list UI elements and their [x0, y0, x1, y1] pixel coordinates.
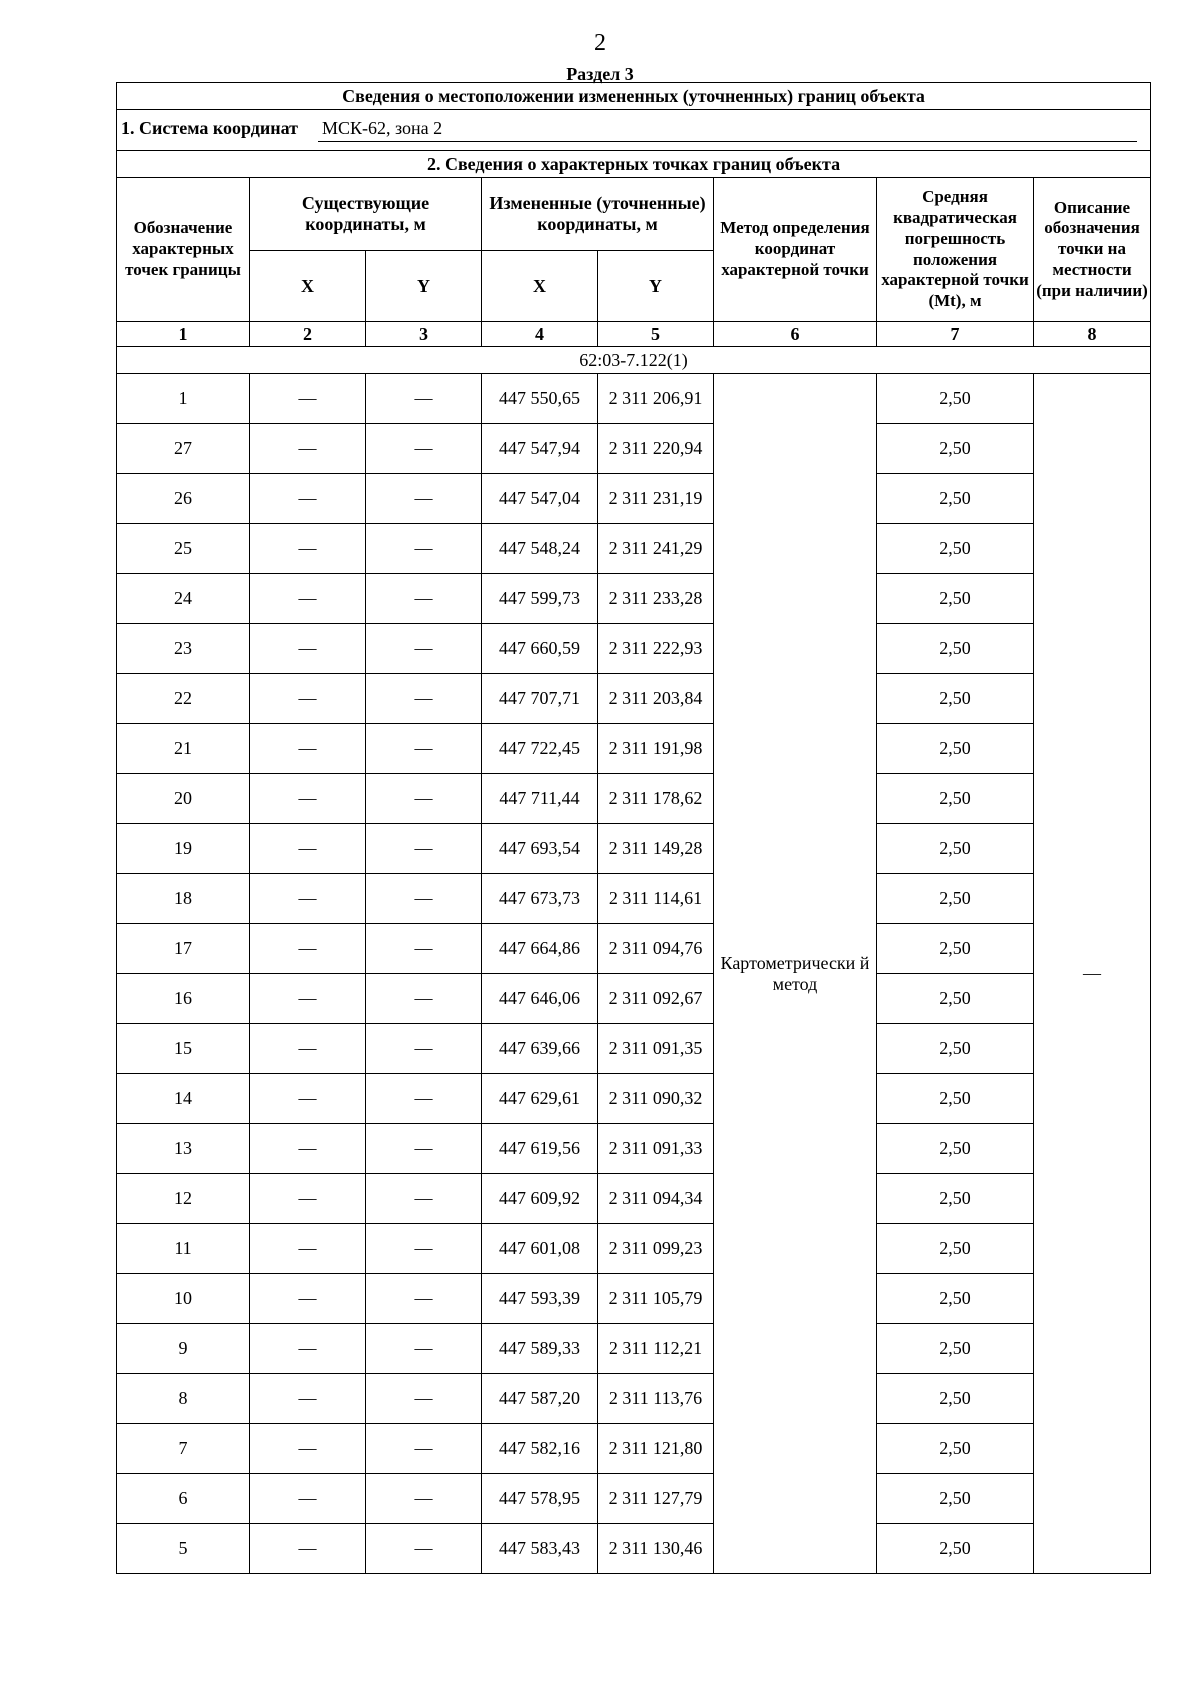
point-cell: 1: [117, 374, 250, 424]
existing-x-cell: —: [250, 1174, 366, 1224]
changed-x-cell: 447 629,61: [482, 1074, 598, 1124]
error-cell: 2,50: [877, 1024, 1034, 1074]
error-cell: 2,50: [877, 574, 1034, 624]
object-identifier: 62:03-7.122(1): [117, 347, 1151, 374]
error-cell: 2,50: [877, 1224, 1034, 1274]
table-row: [117, 774, 1151, 824]
changed-x-cell: 447 707,71: [482, 674, 598, 724]
existing-y-cell: —: [366, 924, 482, 974]
point-cell: 20: [117, 774, 250, 824]
point-cell: 19: [117, 824, 250, 874]
existing-x-cell: —: [250, 924, 366, 974]
point-cell: 7: [117, 1424, 250, 1474]
method-cell: Картометрически й метод: [714, 374, 877, 1574]
existing-x-cell: —: [250, 474, 366, 524]
table-row: [117, 1124, 1151, 1174]
header-existing-coordinates: Существующие координаты, м: [250, 178, 482, 251]
changed-y-cell: 2 311 220,94: [598, 424, 714, 474]
changed-y-cell: 2 311 233,28: [598, 574, 714, 624]
changed-y-cell: 2 311 112,21: [598, 1324, 714, 1374]
changed-y-cell: 2 311 191,98: [598, 724, 714, 774]
existing-y-cell: —: [366, 1524, 482, 1574]
table-row: [117, 724, 1151, 774]
column-number: 1: [117, 322, 250, 347]
table-row: [117, 1174, 1151, 1224]
point-cell: 17: [117, 924, 250, 974]
header-method: Метод определения координат характерной точки: [714, 178, 877, 322]
existing-x-cell: —: [250, 724, 366, 774]
changed-x-cell: 447 660,59: [482, 624, 598, 674]
boundary-coordinates-table: [116, 82, 1151, 1574]
error-cell: 2,50: [877, 474, 1034, 524]
table-row: [117, 624, 1151, 674]
point-cell: 8: [117, 1374, 250, 1424]
table-row: [117, 424, 1151, 474]
existing-y-cell: —: [366, 974, 482, 1024]
existing-y-cell: —: [366, 1374, 482, 1424]
changed-y-cell: 2 311 114,61: [598, 874, 714, 924]
existing-x-cell: —: [250, 1124, 366, 1174]
existing-x-cell: —: [250, 374, 366, 424]
existing-x-cell: —: [250, 824, 366, 874]
existing-y-cell: —: [366, 1224, 482, 1274]
error-cell: 2,50: [877, 674, 1034, 724]
existing-x-cell: —: [250, 974, 366, 1024]
changed-y-cell: 2 311 178,62: [598, 774, 714, 824]
existing-x-cell: —: [250, 774, 366, 824]
point-cell: 5: [117, 1524, 250, 1574]
header-existing-x: X: [250, 251, 366, 322]
coordinate-system-row: [117, 110, 1151, 151]
changed-y-cell: 2 311 127,79: [598, 1474, 714, 1524]
existing-y-cell: —: [366, 774, 482, 824]
point-cell: 10: [117, 1274, 250, 1324]
error-cell: 2,50: [877, 374, 1034, 424]
existing-y-cell: —: [366, 1274, 482, 1324]
column-number: 8: [1034, 322, 1151, 347]
changed-y-cell: 2 311 094,76: [598, 924, 714, 974]
table-row: [117, 874, 1151, 924]
header-changed-x: X: [482, 251, 598, 322]
changed-y-cell: 2 311 113,76: [598, 1374, 714, 1424]
point-cell: 11: [117, 1224, 250, 1274]
changed-x-cell: 447 599,73: [482, 574, 598, 624]
existing-y-cell: —: [366, 1424, 482, 1474]
changed-x-cell: 447 587,20: [482, 1374, 598, 1424]
column-number: 2: [250, 322, 366, 347]
changed-x-cell: 447 673,73: [482, 874, 598, 924]
table-row: [117, 574, 1151, 624]
existing-x-cell: —: [250, 1374, 366, 1424]
error-cell: 2,50: [877, 1074, 1034, 1124]
existing-y-cell: —: [366, 724, 482, 774]
changed-x-cell: 447 722,45: [482, 724, 598, 774]
header-changed-coordinates: Измененные (уточненные) координаты, м: [482, 178, 714, 251]
table-row: [117, 1024, 1151, 1074]
table-title: Сведения о местоположении измененных (уточненных) границ объекта: [117, 83, 1151, 110]
changed-x-cell: 447 548,24: [482, 524, 598, 574]
error-cell: 2,50: [877, 774, 1034, 824]
existing-y-cell: —: [366, 674, 482, 724]
error-cell: 2,50: [877, 724, 1034, 774]
changed-x-cell: 447 547,94: [482, 424, 598, 474]
changed-x-cell: 447 619,56: [482, 1124, 598, 1174]
table-row: [117, 1274, 1151, 1324]
existing-x-cell: —: [250, 1524, 366, 1574]
changed-y-cell: 2 311 206,91: [598, 374, 714, 424]
point-cell: 27: [117, 424, 250, 474]
table-row: [117, 374, 1151, 424]
existing-y-cell: —: [366, 1324, 482, 1374]
changed-x-cell: 447 583,43: [482, 1524, 598, 1574]
changed-x-cell: 447 646,06: [482, 974, 598, 1024]
header-designation: Обозначение характерных точек границы: [117, 178, 250, 322]
changed-x-cell: 447 593,39: [482, 1274, 598, 1324]
error-cell: 2,50: [877, 1174, 1034, 1224]
existing-y-cell: —: [366, 1174, 482, 1224]
table-row: [117, 1524, 1151, 1574]
point-cell: 22: [117, 674, 250, 724]
point-cell: 23: [117, 624, 250, 674]
changed-y-cell: 2 311 092,67: [598, 974, 714, 1024]
error-cell: 2,50: [877, 524, 1034, 574]
points-title: 2. Сведения о характерных точках границ объекта: [117, 151, 1151, 178]
changed-y-cell: 2 311 130,46: [598, 1524, 714, 1574]
point-cell: 6: [117, 1474, 250, 1524]
column-number: 7: [877, 322, 1034, 347]
point-cell: 9: [117, 1324, 250, 1374]
existing-y-cell: —: [366, 474, 482, 524]
changed-x-cell: 447 582,16: [482, 1424, 598, 1474]
existing-x-cell: —: [250, 424, 366, 474]
error-cell: 2,50: [877, 924, 1034, 974]
changed-x-cell: 447 639,66: [482, 1024, 598, 1074]
existing-y-cell: —: [366, 424, 482, 474]
existing-x-cell: —: [250, 1224, 366, 1274]
header-description: Описание обозначения точки на местности (при наличии): [1034, 178, 1151, 322]
changed-y-cell: 2 311 203,84: [598, 674, 714, 724]
table-row: [117, 674, 1151, 724]
changed-x-cell: 447 693,54: [482, 824, 598, 874]
changed-x-cell: 447 550,65: [482, 374, 598, 424]
existing-x-cell: —: [250, 1424, 366, 1474]
changed-y-cell: 2 311 149,28: [598, 824, 714, 874]
error-cell: 2,50: [877, 1524, 1034, 1574]
table-row: [117, 1374, 1151, 1424]
existing-x-cell: —: [250, 874, 366, 924]
error-cell: 2,50: [877, 1274, 1034, 1324]
column-number: 4: [482, 322, 598, 347]
point-cell: 16: [117, 974, 250, 1024]
table-row: [117, 524, 1151, 574]
point-cell: 25: [117, 524, 250, 574]
existing-y-cell: —: [366, 524, 482, 574]
changed-y-cell: 2 311 231,19: [598, 474, 714, 524]
changed-y-cell: 2 311 090,32: [598, 1074, 714, 1124]
changed-x-cell: 447 664,86: [482, 924, 598, 974]
header-changed-y: Y: [598, 251, 714, 322]
existing-x-cell: —: [250, 674, 366, 724]
column-number: 5: [598, 322, 714, 347]
existing-x-cell: —: [250, 524, 366, 574]
changed-y-cell: 2 311 241,29: [598, 524, 714, 574]
table-row: [117, 824, 1151, 874]
error-cell: 2,50: [877, 1124, 1034, 1174]
existing-x-cell: —: [250, 1024, 366, 1074]
existing-x-cell: —: [250, 1474, 366, 1524]
point-cell: 14: [117, 1074, 250, 1124]
existing-y-cell: —: [366, 624, 482, 674]
table-row: [117, 1074, 1151, 1124]
header-error: Средняя квадратическая погрешность положения характерной точки (Mt), м: [877, 178, 1034, 322]
error-cell: 2,50: [877, 974, 1034, 1024]
changed-x-cell: 447 609,92: [482, 1174, 598, 1224]
table-row: [117, 1324, 1151, 1374]
changed-y-cell: 2 311 099,23: [598, 1224, 714, 1274]
changed-x-cell: 447 601,08: [482, 1224, 598, 1274]
existing-y-cell: —: [366, 574, 482, 624]
existing-y-cell: —: [366, 874, 482, 924]
changed-x-cell: 447 578,95: [482, 1474, 598, 1524]
error-cell: 2,50: [877, 874, 1034, 924]
changed-y-cell: 2 311 222,93: [598, 624, 714, 674]
point-cell: 26: [117, 474, 250, 524]
table-row: [117, 974, 1151, 1024]
page-number: 2: [594, 30, 606, 56]
changed-x-cell: 447 589,33: [482, 1324, 598, 1374]
table-row: [117, 1224, 1151, 1274]
point-cell: 12: [117, 1174, 250, 1224]
changed-y-cell: 2 311 091,35: [598, 1024, 714, 1074]
column-number: 6: [714, 322, 877, 347]
point-cell: 15: [117, 1024, 250, 1074]
column-number: 3: [366, 322, 482, 347]
section-title: Раздел 3: [566, 64, 634, 84]
changed-x-cell: 447 547,04: [482, 474, 598, 524]
changed-y-cell: 2 311 105,79: [598, 1274, 714, 1324]
description-cell: —: [1034, 374, 1151, 1574]
existing-y-cell: —: [366, 824, 482, 874]
error-cell: 2,50: [877, 1474, 1034, 1524]
coordinate-system-label: 1. Система координат: [121, 118, 298, 139]
table-row: [117, 924, 1151, 974]
point-cell: 18: [117, 874, 250, 924]
point-cell: 24: [117, 574, 250, 624]
table-row: [117, 474, 1151, 524]
error-cell: 2,50: [877, 1324, 1034, 1374]
changed-y-cell: 2 311 091,33: [598, 1124, 714, 1174]
existing-x-cell: —: [250, 1324, 366, 1374]
error-cell: 2,50: [877, 1374, 1034, 1424]
point-cell: 13: [117, 1124, 250, 1174]
existing-x-cell: —: [250, 624, 366, 674]
header-existing-y: Y: [366, 251, 482, 322]
error-cell: 2,50: [877, 424, 1034, 474]
error-cell: 2,50: [877, 824, 1034, 874]
point-cell: 21: [117, 724, 250, 774]
error-cell: 2,50: [877, 624, 1034, 674]
table-row: [117, 1474, 1151, 1524]
existing-y-cell: —: [366, 1474, 482, 1524]
existing-x-cell: —: [250, 1074, 366, 1124]
existing-x-cell: —: [250, 1274, 366, 1324]
table-row: [117, 1424, 1151, 1474]
existing-y-cell: —: [366, 1074, 482, 1124]
existing-x-cell: —: [250, 574, 366, 624]
existing-y-cell: —: [366, 1124, 482, 1174]
existing-y-cell: —: [366, 1024, 482, 1074]
changed-y-cell: 2 311 121,80: [598, 1424, 714, 1474]
changed-y-cell: 2 311 094,34: [598, 1174, 714, 1224]
existing-y-cell: —: [366, 374, 482, 424]
changed-x-cell: 447 711,44: [482, 774, 598, 824]
error-cell: 2,50: [877, 1424, 1034, 1474]
coordinate-system-value: МСК-62, зона 2: [318, 118, 1137, 142]
